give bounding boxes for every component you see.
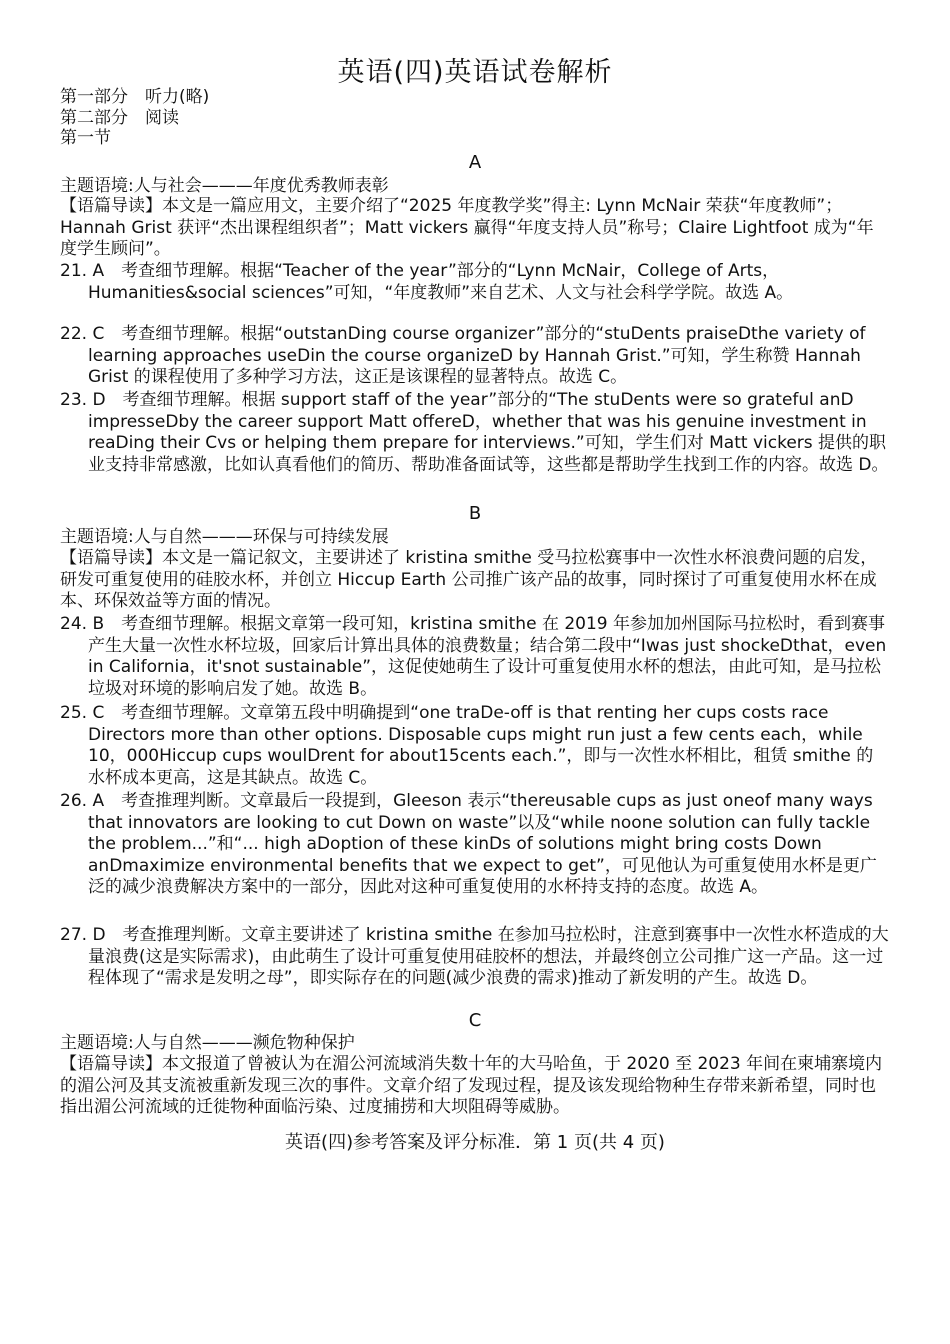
section-b-theme: 主题语境:人与自然———环保与可持续发展 bbox=[60, 527, 389, 547]
answer-24: 24. B 考查细节理解。根据文章第一段可知，kristina smithe 在 2019 年参加加州国际马拉松时，看到赛事产生大量一次性水杯垃圾，回家后计算出具体的浪费数量；结合第二段中“Iwas just shockeDthat，even in California，it'snot sustainable”，这促使她萌生了设计可重复使用水杯的想法，由此可知，是马拉松垃圾对环境的影响启发了她。故选 B。 bbox=[60, 614, 887, 699]
section-b-label: B bbox=[468, 503, 482, 524]
section-c-theme: 主题语境:人与自然———濒危物种保护 bbox=[60, 1033, 355, 1053]
section-a-theme: 主题语境:人与社会———年度优秀教师表彰 bbox=[60, 176, 389, 196]
page-title: 英语(四)英语试卷解析 bbox=[337, 57, 613, 88]
answer-21: 21. A 考查细节理解。根据“Teacher of the year”部分的“Lynn McNair，College of Arts，Humanities&social sciences”可知，“年度教师”来自艺术、人文与社会科学学院。故选 A。 bbox=[60, 261, 794, 303]
page-footer: 英语(四)参考答案及评分标准．第 1 页(共 4 页) bbox=[285, 1132, 665, 1153]
answer-25: 25. C 考查细节理解。文章第五段中明确提到“one traDe-off is that renting her cups costs race Directors more than other options. Disposable cups might run just a few cents each，while 10，000Hiccup cups woulDrent for about15cents each.”，即与一次性水杯相比，租赁 smithe 的水杯成本更高，这是其缺点。故选 C。 bbox=[60, 703, 874, 788]
section-a-label: A bbox=[468, 152, 482, 173]
section-b-guide: 【语篇导读】本文是一篇记叙文，主要讲述了 kristina smithe 受马拉松赛事中一次性水杯浪费问题的启发，研发可重复使用的硅胶水杯，并创立 Hiccup Earth 公司推广该产品的故事，同时探讨了可重复使用水杯在成本、环保效益等方面的情况。 bbox=[60, 548, 878, 611]
heading-part1: 第一部分 听力(略) bbox=[60, 87, 210, 107]
answer-27: 27. D 考查推理判断。文章主要讲述了 kristina smithe 在参加马拉松时，注意到赛事中一次性水杯造成的大量浪费(这是实际需求)，由此萌生了设计可重复使用硅胶杯的想法，并最终创立公司推广这一产品。这一过程体现了“需求是发明之母”，即实际存在的问题(减少浪费的需求)推动了新发明的产生。故选 D。 bbox=[60, 925, 889, 988]
answer-26: 26. A 考查推理判断。文章最后一段提到，Gleeson 表示“thereusable cups as just oneof many ways that innovators are looking to cut Down on waste”以及“while noone solution can fully tackle the problem...”和“... high aDoption of these kinDs of solutions might bring costs Down anDmaximize environmental benefits that we expect to get”，可见他认为可重复使用水杯是更广泛的减少浪费解决方案中的一部分，因此对这种可重复使用的水杯持支持的态度。故选 A。 bbox=[60, 791, 877, 897]
heading-part2: 第二部分 阅读 bbox=[60, 108, 179, 128]
section-c-guide: 【语篇导读】本文报道了曾被认为在湄公河流域消失数十年的大马哈鱼，于 2020 至 2023 年间在柬埔寨境内的湄公河及其支流被重新发现三次的事件。文章介绍了发现过程，提及该发现给物种生存带来新希望，同时也指出湄公河流域的迁徙物种面临污染、过度捕捞和大坝阻碍等威胁。 bbox=[60, 1054, 883, 1117]
heading-section1: 第一节 bbox=[60, 128, 111, 148]
section-c-label: C bbox=[468, 1010, 482, 1031]
answer-23: 23. D 考查细节理解。根据 support staff of the year”部分的“The stuDents were so grateful anD impresseDby the career support Matt offereD，whether that was his genuine investment in reaDing their Cvs or helping them prepare for interviews.”可知，学生们对 Matt vickers 提供的职业支持非常感激，比如认真看他们的简历、帮助准备面试等，这些都是帮助学生找到工作的内容。故选 D。 bbox=[60, 390, 889, 475]
answer-22: 22. C 考查细节理解。根据“outstanDing course organizer”部分的“stuDents praiseDthe variety of learning approaches useDin the course organizeD by Hannah Grist.”可知，学生称赞 Hannah Grist 的课程使用了多种学习方法，这正是该课程的显著特点。故选 C。 bbox=[60, 324, 866, 387]
section-a-guide: 【语篇导读】本文是一篇应用文，主要介绍了“2025 年度教学奖”得主: Lynn McNair 荣获“年度教师”；Hannah Grist 获评“杰出课程组织者”；Matt vickers 赢得“年度支持人员”称号；Claire Lightfoot 成为“年度学生顾问”。 bbox=[60, 196, 874, 259]
